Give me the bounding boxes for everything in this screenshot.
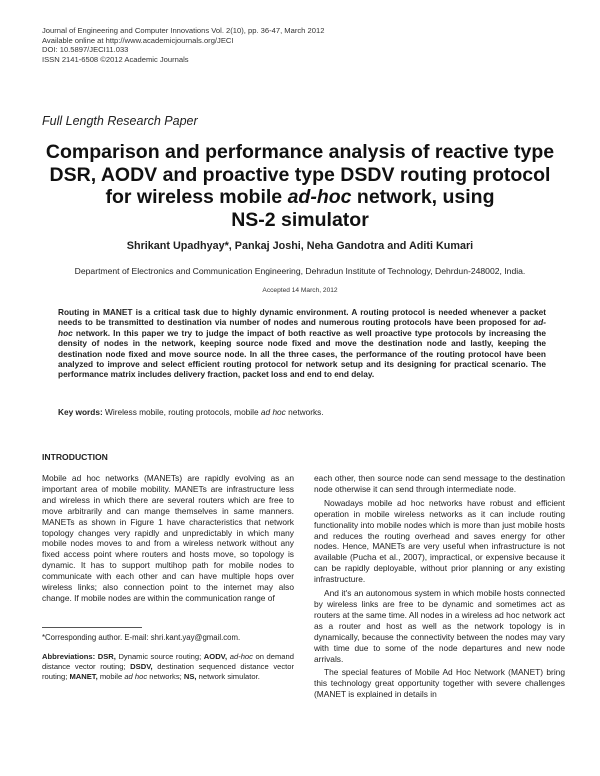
journal-doi: DOI: 10.5897/JECI11.033 <box>42 45 129 55</box>
abbrev-manet: MANET, <box>69 671 98 681</box>
abstract-part-1: Routing in MANET is a critical task due to highly dynamic environment. A routing protocol is needed whenever a packet needs to be transmitted to destination via number of nodes and numerous routing protocols have been proposed for <box>58 307 546 328</box>
title-line-3-pre: for wireless mobile <box>105 186 288 208</box>
keywords-label: Key words: <box>58 407 103 417</box>
abbrev-aodv-def: on demand distance vector routing; <box>42 652 294 671</box>
abbrev-label: Abbreviations: <box>42 652 96 661</box>
journal-url: Available online at http://www.academicjournals.org/JECI <box>42 35 234 45</box>
accepted-date: Accepted 14 March, 2012 <box>262 287 338 294</box>
intro-paragraph-3: Nowadays mobile ad hoc networks have robust and efficient operation in mobile wireless networks as it can include routing functionality into mobile nodes which is more than just mobile hosts and reduces the routing overhead and saves energy for other nodes. Hence, MANETs are very useful when infrastructure is not available (Pucha et al., 2007), impractical, or expensive because it can be rapidly deployable, without prior planning or any existing infrastructure. <box>314 497 565 585</box>
keywords-em: ad hoc <box>260 407 286 417</box>
title-line-3 <box>30 186 570 209</box>
journal-header <box>42 26 324 64</box>
paper-title <box>30 141 570 231</box>
abbrev-dsdv-def: destination sequenced distance vector routing; <box>42 661 294 681</box>
title-line-3-post: network, using <box>351 186 495 208</box>
abbrev-dsr: DSR, <box>97 652 116 661</box>
abbrev-dsdv: DSDV, <box>130 661 153 671</box>
keywords-text-post: networks. <box>285 407 324 417</box>
abbrev-manet-em: ad hoc <box>124 671 148 681</box>
title-line-2: DSR, AODV and proactive type DSDV routing protocol <box>49 163 551 186</box>
corresponding-author-footnote: *Corresponding author. E-mail: shri.kant.yay@gmail.com. <box>42 633 241 642</box>
column-left <box>42 473 294 607</box>
title-line-1: Comparison and performance analysis of reactive type <box>45 141 555 163</box>
title-line-3-em: ad-hoc <box>287 186 352 208</box>
abbrev-aodv-em: ad-hoc <box>229 652 253 661</box>
abbrev-manet-pre: mobile <box>97 671 125 681</box>
journal-issn: ISSN 2141-6508 ©2012 Academic Journals <box>42 54 189 64</box>
abbrev-dsr-def: Dynamic source routing; <box>115 652 204 661</box>
abbrev-ns-def: network simulator. <box>196 671 260 681</box>
intro-paragraph-1: Mobile ad hoc networks (MANETs) are rapidly evolving as an important area of mobile mobility. MANETs are infrastructure less and wireless in which there are several routers which are free to move arbitrarily and can mange themselves in same manners. MANETs as shown in Figure 1 have characteristics that network topology changes very rapidly and unpredictably in which many mobile nodes moves to and from a wireless network without any fixed access point where routers and hosts move, so topology is dynamic. It has to support multihop path for mobile nodes to communicate with each other and can have multiple hops over wireless links; also connection point to the internet may also change. If mobile nodes are within the communication range of <box>42 473 294 603</box>
column-right <box>314 473 565 703</box>
intro-paragraph-2: each other, then source node can send message to the destination node otherwise it can send through intermediate node. <box>314 473 565 494</box>
affiliation: Department of Electronics and Communication Engineering, Dehradun Institute of Technology, Dehrdun-248002, India. <box>74 266 526 276</box>
abbrev-manet-def: networks; <box>147 671 184 681</box>
title-line-4: NS-2 simulator <box>231 208 369 231</box>
introduction-heading: INTRODUCTION <box>42 452 108 462</box>
abbrev-ns: NS, <box>183 671 197 681</box>
intro-paragraph-4: And it's an autonomous system in which mobile hosts connected by wireless links are free to be dynamic and sometimes act as routers at the same time. All nodes in a wireless ad hoc network act as a router and host as well as the network topology is in dynamically, because the connectivity between the nodes may vary with time due to some of the node departures and new node arrivals. <box>314 588 565 664</box>
keywords <box>58 407 546 417</box>
abstract-em: ad-hoc <box>58 317 546 338</box>
abstract <box>58 307 546 380</box>
journal-citation: Journal of Engineering and Computer Innovations Vol. 2(10), pp. 36-47, March 2012 <box>42 26 325 35</box>
abstract-part-2: network. In this paper we try to judge the impact of both reactive as well proactive type protocols by increasing the density of nodes in the network, keeping source node fixed and move the destination node and lastly, keeping the destination node fixed and move source node. In all the three cases, the performance of the routing protocol have been analyzed to improve and select efficient routing protocol for network setup and its designing for practical scenario. The performance matrix includes delivery fraction, packet loss and end to end delay. <box>58 327 546 380</box>
abbrev-aodv: AODV, <box>203 652 228 661</box>
intro-paragraph-5: The special features of Mobile Ad Hoc Network (MANET) bring this technology great opportunity together with severe challenges (MANET is explained in details in <box>314 667 565 700</box>
abbreviations <box>42 652 294 681</box>
footnote-divider <box>42 627 142 628</box>
keywords-text-pre: Wireless mobile, routing protocols, mobile <box>102 407 261 417</box>
paper-type-label: Full Length Research Paper <box>42 114 198 128</box>
authors: Shrikant Upadhyay*, Pankaj Joshi, Neha Gandotra and Aditi Kumari <box>126 240 474 252</box>
